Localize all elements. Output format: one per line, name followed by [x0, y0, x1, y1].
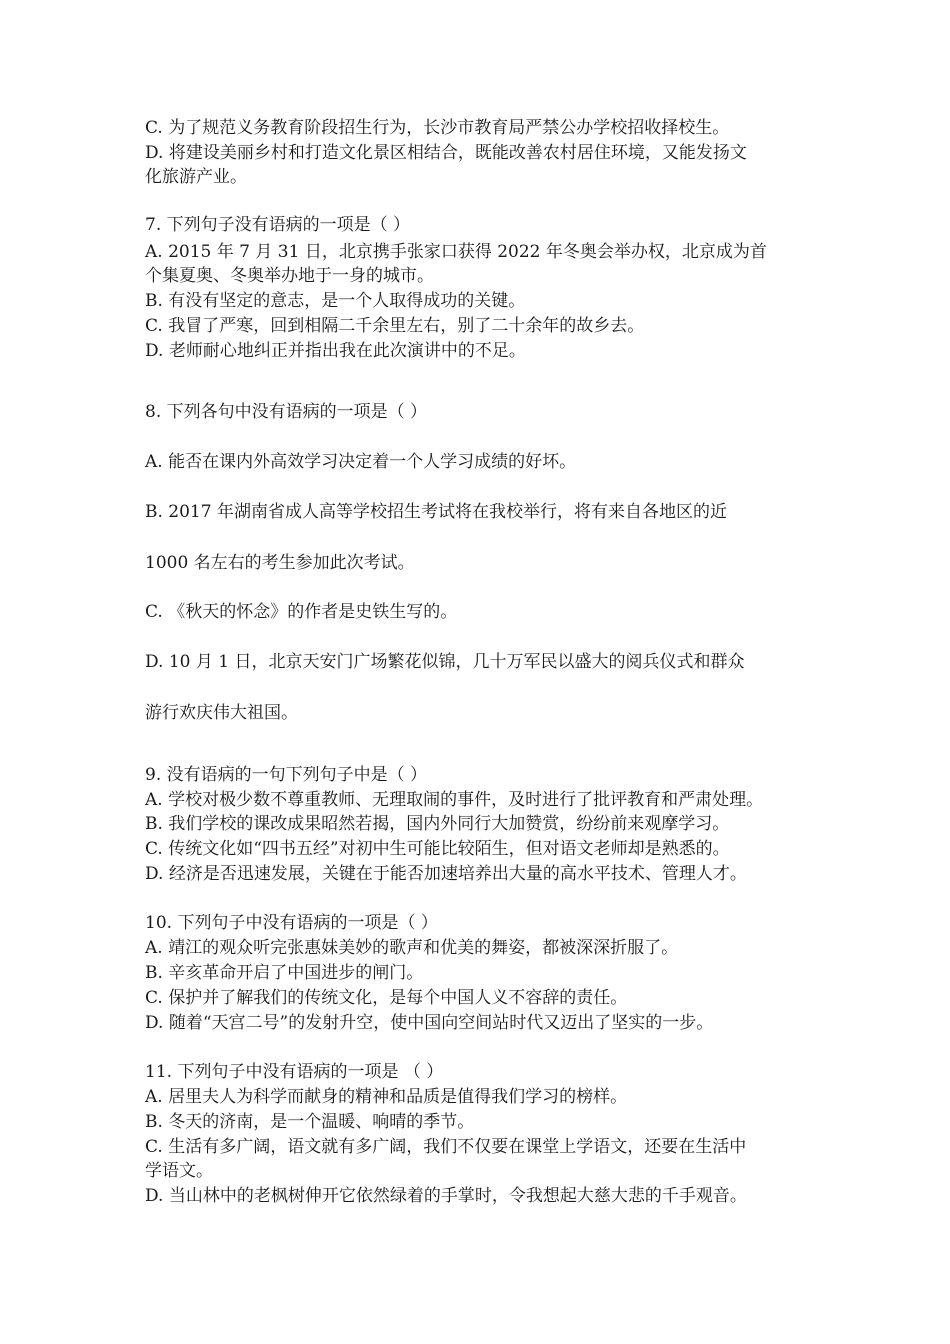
q6-option-d-cont: 化旅游产业。 — [145, 167, 247, 187]
q7-option-a-cont: 个集夏奥、冬奥举办地于一身的城市。 — [145, 266, 434, 286]
q7-option-c: C. 我冒了严寒，回到相隔二千余里左右，别了二十余年的故乡去。 — [145, 316, 645, 336]
q7-option-b: B. 有没有坚定的意志，是一个人取得成功的关键。 — [145, 291, 526, 311]
q11-stem: 11. 下列句子中没有语病的一项是 （ ） — [145, 1062, 444, 1082]
q7-stem: 7. 下列句子没有语病的一项是（ ） — [145, 215, 411, 235]
q11-option-c: C. 生活有多广阔，语文就有多广阔，我们不仅要在课堂上学语文，还要在生活中 — [145, 1137, 747, 1157]
q8-option-d: D. 10 月 1 日，北京天安门广场繁花似锦，几十万军民以盛大的阅兵仪式和群众 — [145, 652, 745, 672]
q8-stem: 8. 下列各句中没有语病的一项是（ ） — [145, 402, 428, 422]
q9-stem: 9. 没有语病的一句下列句子中是（ ） — [145, 765, 428, 785]
q10-stem: 10. 下列句子中没有语病的一项是（ ） — [145, 913, 438, 933]
q7-option-a: A. 2015 年 7 月 31 日，北京携手张家口获得 2022 年冬奥会举办权，北京成为首 — [145, 242, 767, 262]
q8-option-b-cont: 1000 名左右的考生参加此次考试。 — [145, 553, 415, 573]
q10-option-c: C. 保护并了解我们的传统文化，是每个中国人义不容辞的责任。 — [145, 988, 628, 1008]
q9-option-a: A. 学校对极少数不尊重教师、无理取闹的事件，及时进行了批评教育和严肃处理。 — [145, 790, 764, 810]
q9-option-d: D. 经济是否迅速发展，关键在于能否加速培养出大量的高水平技术、管理人才。 — [145, 864, 747, 884]
q9-option-c: C. 传统文化如“四书五经”对初中生可能比较陌生，但对语文老师却是熟悉的。 — [145, 839, 730, 859]
q6-option-c: C. 为了规范义务教育阶段招生行为，长沙市教育局严禁公办学校招收择校生。 — [145, 118, 730, 138]
q10-option-d: D. 随着“天宫二号”的发射升空，使中国向空间站时代又迈出了坚实的一步。 — [145, 1013, 714, 1033]
q11-option-b: B. 冬天的济南，是一个温暖、响晴的季节。 — [145, 1112, 475, 1132]
q11-option-d: D. 当山林中的老枫树伸开它依然绿着的手掌时，令我想起大慈大悲的千手观音。 — [145, 1186, 747, 1206]
q8-option-a: A. 能否在课内外高效学习决定着一个人学习成绩的好坏。 — [145, 452, 577, 472]
q9-option-b: B. 我们学校的课改成果昭然若揭，国内外同行大加赞赏，纷纷前来观摩学习。 — [145, 814, 730, 834]
q11-option-a: A. 居里夫人为科学而献身的精神和品质是值得我们学习的榜样。 — [145, 1087, 628, 1107]
q11-option-c-cont: 学语文。 — [145, 1161, 213, 1181]
q8-option-b: B. 2017 年湖南省成人高等学校招生考试将在我校举行，将有来自各地区的近 — [145, 502, 727, 522]
q8-option-c: C. 《秋天的怀念》的作者是史铁生写的。 — [145, 602, 458, 622]
q8-option-d-cont: 游行欢庆伟大祖国。 — [145, 703, 298, 723]
q6-option-d: D. 将建设美丽乡村和打造文化景区相结合，既能改善农村居住环境，又能发扬文 — [145, 143, 747, 163]
q10-option-b: B. 辛亥革命开启了中国进步的闸门。 — [145, 963, 424, 983]
q7-option-d: D. 老师耐心地纠正并指出我在此次演讲中的不足。 — [145, 341, 526, 361]
q10-option-a: A. 靖江的观众听完张惠妹美妙的歌声和优美的舞姿，都被深深折服了。 — [145, 938, 679, 958]
